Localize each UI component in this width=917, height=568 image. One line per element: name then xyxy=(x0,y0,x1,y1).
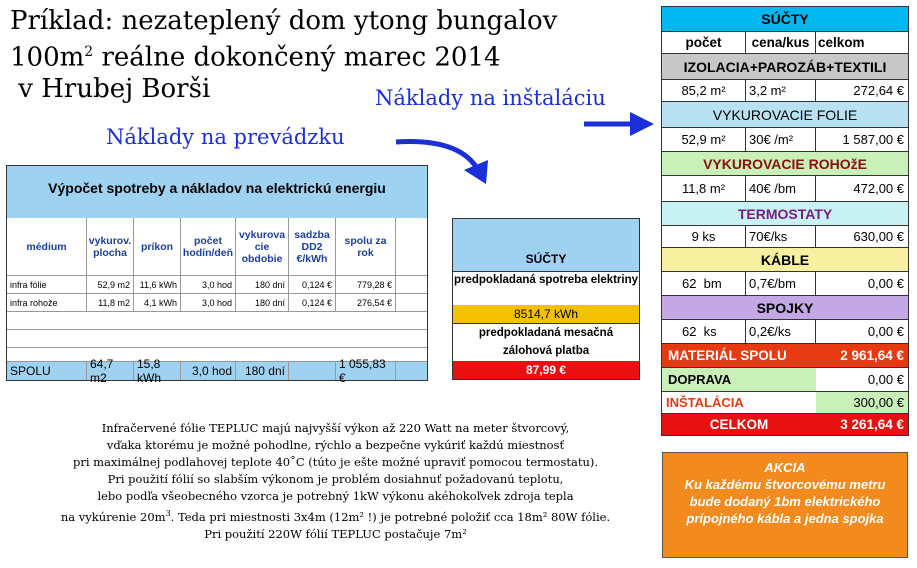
section-thermostats: TERMOSTATY xyxy=(662,201,908,225)
column-header: počet hodín/deň xyxy=(181,218,236,275)
value-price: 3,2 m² xyxy=(746,80,816,101)
value-total: 1 587,00 € xyxy=(842,132,904,147)
table-total-cell: 3,0 hod xyxy=(181,361,236,380)
table-cell: infra rohože xyxy=(7,293,87,311)
value-price: 0,7€/bm xyxy=(746,272,816,295)
value-total: 0,00 € xyxy=(867,324,904,339)
section-values xyxy=(662,225,908,247)
table-cell: 180 dní xyxy=(236,293,289,311)
installation-row xyxy=(662,391,908,413)
arrow-right-icon xyxy=(580,104,660,144)
transport-label: DOPRAVA xyxy=(662,368,816,391)
col-count-header: počet xyxy=(662,32,746,53)
col-price-header: cena/kus xyxy=(746,32,816,53)
promo-box xyxy=(662,452,908,558)
consumption-label: predpokladaná spotreba elektriny xyxy=(453,271,639,305)
material-total-row xyxy=(662,343,908,367)
title-line-2: $100m^2$ reálne dokončený marec 2014 xyxy=(10,42,501,73)
value-count: 62 bm xyxy=(662,272,746,295)
section-values xyxy=(662,319,908,343)
transport-value: 0,00 € xyxy=(867,372,904,387)
table-cell: 11,6 kWh xyxy=(134,275,181,293)
grand-total-value: 3 261,64 € xyxy=(840,417,904,432)
table-total-cell xyxy=(289,361,336,380)
title-line-1: Príklad: nezateplený dom ytong bungalov xyxy=(10,6,558,36)
table-total-cell: 180 dní xyxy=(236,361,289,380)
table-cell: 4,1 kWh xyxy=(134,293,181,311)
value-total: 630,00 € xyxy=(853,229,904,244)
table-total-cell: SPOLU xyxy=(7,361,87,380)
info-line: vďaka ktorému je možné pohodlne, rýchlo a bezpečne vykúriť každú miestnosť xyxy=(106,438,565,452)
consumption-sums-box xyxy=(452,218,640,380)
col-total-header: celkom xyxy=(818,35,865,50)
column-header-empty xyxy=(396,218,427,275)
table-cell-empty xyxy=(396,275,427,293)
info-line: na vykúrenie $20m^3$. Teda pri miestnosti 3x4m (12m² !) je potrebné položiť cca 18m² 80W fólie. xyxy=(60,509,611,524)
value-count: 85,2 m² xyxy=(662,80,746,101)
section-cables: KÁBLE xyxy=(662,247,908,271)
material-total-label: MATERIÁL SPOLU xyxy=(668,348,787,363)
table-total-cell-empty xyxy=(396,361,427,380)
column-header: sadzba DD2 €/kWh xyxy=(289,218,336,275)
operating-costs-label: Náklady na prevádzku xyxy=(106,125,345,149)
value-total: 272,64 € xyxy=(853,83,904,98)
info-line: pri maximálnej podlahovej teplote 40˚C (túto je ešte možné upraviť pomocou termostatu). xyxy=(72,455,599,469)
info-line: Infračervené fólie TEPLUC majú najvyšší výkon až 220 Watt na meter štvorcový, xyxy=(101,421,570,435)
section-insulation: IZOLACIA+PAROZÁB+TEXTILI xyxy=(662,53,908,79)
section-values xyxy=(662,127,908,151)
table-cell: 0,124 € xyxy=(289,275,336,293)
grand-total-label: CELKOM xyxy=(709,417,769,432)
table-cell: 52,9 m2 xyxy=(87,275,134,293)
info-line: Pri použití fólií so slabším výkonom je problém dosiahnuť požadovanú teplotu, xyxy=(107,472,564,486)
section-values xyxy=(662,271,908,295)
material-total-value: 2 961,64 € xyxy=(840,348,904,363)
transport-row xyxy=(662,367,908,391)
column-header: príkon xyxy=(134,218,181,275)
sums-column-headers xyxy=(662,31,908,53)
section-heating-mats: VYKUROVACIE ROHOžE xyxy=(662,151,908,175)
consumption-table xyxy=(6,165,428,385)
value-price: 30€ /m² xyxy=(746,128,816,151)
info-paragraph xyxy=(8,420,663,543)
table-title: Výpočet spotreby a nákladov na elektrickú energiu xyxy=(48,180,386,196)
table-total-cell: 64,7 m2 xyxy=(87,361,134,380)
value-count: 11,8 m² xyxy=(662,176,746,201)
grand-total-row xyxy=(662,413,908,435)
value-total: 472,00 € xyxy=(853,181,904,196)
table-cell: 3,0 hod xyxy=(181,275,236,293)
column-header: vykurova cie obdobie xyxy=(236,218,289,275)
sums-title: SÚČTY xyxy=(453,219,639,271)
value-price: 0,2€/ks xyxy=(746,320,816,343)
promo-title: AKCIA xyxy=(764,460,806,475)
table-cell-empty xyxy=(396,293,427,311)
sums-title: SÚČTY xyxy=(662,7,908,31)
value-total: 0,00 € xyxy=(867,276,904,291)
table-total-cell: 1 055,83 € xyxy=(336,361,396,380)
table-cell: 11,8 m2 xyxy=(87,293,134,311)
column-header: vykurov. plocha xyxy=(87,218,134,275)
value-price: 70€/ks xyxy=(746,226,816,247)
section-heating-foils: VYKUROVACIE FOLIE xyxy=(662,101,908,127)
table-cell: 3,0 hod xyxy=(181,293,236,311)
section-values xyxy=(662,175,908,201)
table-total-cell: 15,8 kWh xyxy=(134,361,181,380)
payment-label: predpokladaná mesačná zálohová platba xyxy=(453,323,639,361)
table-cell: 0,124 € xyxy=(289,293,336,311)
value-price: 40€ /bm xyxy=(746,176,816,201)
column-header: médium xyxy=(7,218,87,275)
table-cell: 779,28 € xyxy=(336,275,396,293)
value-count: 9 ks xyxy=(662,226,746,247)
cost-sums-table xyxy=(661,6,909,436)
title-line-3: v Hrubej Borši xyxy=(10,73,211,104)
promo-text: Ku každému štvorcovému metru bude dodaný 1bm elektrického prípojného kábla a jedna spojka xyxy=(684,477,886,526)
installation-value: 300,00 € xyxy=(816,392,908,413)
table-cell: 276,54 € xyxy=(336,293,396,311)
column-header: spolu za rok xyxy=(336,218,396,275)
info-line: lebo podľa všeobecného vzorca je potrebný 1kW výkonu akéhokoľvek zdroja tepla xyxy=(97,489,574,503)
table-empty-row xyxy=(7,329,427,347)
table-cell: 180 dní xyxy=(236,275,289,293)
section-values xyxy=(662,79,908,101)
value-count: 52,9 m² xyxy=(662,128,746,151)
installation-label: INŠTALÁCIA xyxy=(666,395,744,410)
value-count: 62 ks xyxy=(662,320,746,343)
payment-value: 87,99 € xyxy=(453,361,639,379)
section-connectors: SPOJKY xyxy=(662,295,908,319)
table-cell: infra fólie xyxy=(7,275,87,293)
installation-costs-label: Náklady na inštaláciu xyxy=(375,86,606,110)
table-empty-row xyxy=(7,311,427,329)
consumption-value: 8514,7 kWh xyxy=(453,305,639,323)
info-line: Pri použití 220W fólií TEPLUC postačuje 7m² xyxy=(204,526,467,541)
